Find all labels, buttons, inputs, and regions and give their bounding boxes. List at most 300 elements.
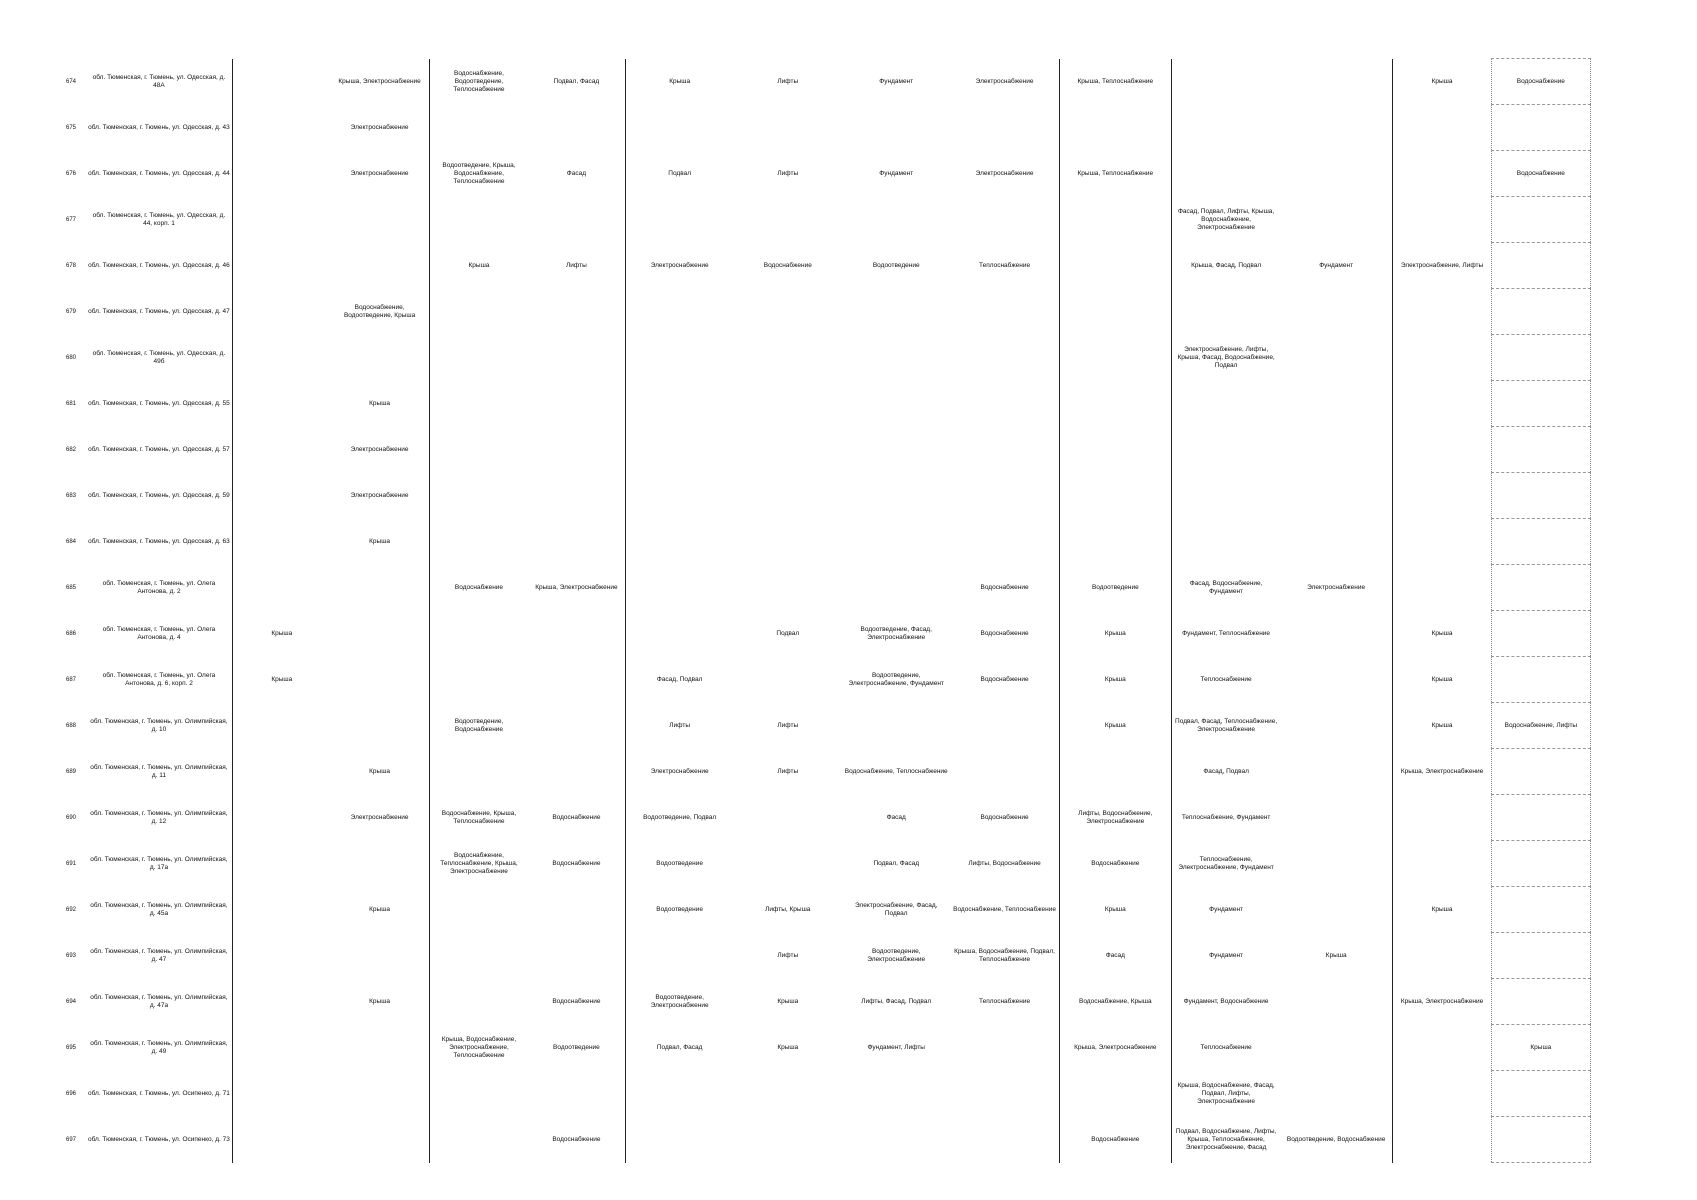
- spreadsheet-page: [58, 58, 1697, 1163]
- work-type-cell: [625, 1071, 734, 1117]
- work-type-cell: [951, 289, 1060, 335]
- work-type-cell: [1393, 105, 1492, 151]
- work-type-cell: [233, 933, 331, 979]
- work-type-cell: [1393, 795, 1492, 841]
- work-type-cell: Теплоснабжение, Фундамент: [1181, 813, 1271, 821]
- work-type-cell: [429, 519, 528, 565]
- work-type-cell: Подвал, Фасад: [656, 1043, 703, 1051]
- work-type-cell: [429, 1071, 528, 1117]
- work-type-cell: Водоотведение, Подвал: [643, 813, 717, 821]
- table-row: [58, 795, 1697, 841]
- table-row: [58, 151, 1697, 197]
- address-cell: обл. Тюменская, г. Тюмень, ул. Одесская, д. 48А: [86, 59, 233, 105]
- work-type-cell: [734, 1071, 842, 1117]
- work-type-cell: [842, 381, 951, 427]
- work-type-cell: Электроснабжение, Фасад, Подвал: [854, 901, 938, 917]
- work-type-cell: Фундамент: [1280, 243, 1392, 289]
- work-type-cell: [1059, 335, 1171, 381]
- work-type-cell: Крыша: [777, 1043, 799, 1051]
- work-type-cell: Крыша: [1059, 703, 1171, 749]
- work-type-cell: Водоснабжение, Крыша: [1059, 979, 1171, 1025]
- work-type-cell: Теплоснабжение: [1200, 1043, 1252, 1051]
- last-column-cell: [1492, 657, 1591, 703]
- work-type-cell: [330, 243, 429, 289]
- work-type-cell: Крыша: [271, 629, 293, 637]
- work-type-cell: [951, 519, 1060, 565]
- last-column-cell: [1492, 243, 1591, 289]
- work-type-cell: [842, 427, 951, 473]
- row-number: 678: [66, 262, 77, 269]
- work-type-cell: [1393, 335, 1492, 381]
- work-type-cell: Водоснабжение: [951, 657, 1060, 703]
- work-type-cell: Подвал, Водоснабжение, Лифты, Крыша, Теплоснабжение, Электроснабжение, Фасад: [1175, 1127, 1277, 1151]
- work-type-cell: [1280, 749, 1392, 795]
- work-type-cell: [330, 197, 429, 243]
- work-type-cell: Фундамент: [1209, 951, 1244, 959]
- work-type-cell: Электроснабжение: [330, 105, 429, 151]
- work-type-cell: [625, 197, 734, 243]
- work-type-cell: Крыша: [330, 979, 429, 1025]
- work-type-cell: Крыша: [1431, 721, 1453, 729]
- work-type-cell: [233, 473, 331, 519]
- last-column-cell: Водоснабжение, Лифты: [1492, 703, 1591, 749]
- address-cell: обл. Тюменская, г. Тюмень, ул. Олега Антонова, д. 2: [86, 565, 233, 611]
- work-type-cell: [233, 887, 331, 933]
- work-type-cell: [1393, 1071, 1492, 1117]
- work-type-cell: [951, 1117, 1060, 1163]
- table-row: [58, 197, 1697, 243]
- row-number: 693: [66, 952, 77, 959]
- work-type-cell: Крыша: [1059, 657, 1171, 703]
- work-type-cell: [734, 1117, 842, 1163]
- work-type-cell: [734, 105, 842, 151]
- row-number: 688: [66, 722, 77, 729]
- work-type-cell: Крыша: [1431, 675, 1453, 683]
- work-type-cell: Водоснабжение: [763, 261, 812, 269]
- address-cell: обл. Тюменская, г. Тюмень, ул. Олимпийская, д. 45а: [86, 887, 233, 933]
- work-type-cell: [951, 381, 1060, 427]
- work-type-cell: [951, 703, 1060, 749]
- work-type-cell: [842, 289, 951, 335]
- work-type-cell: Фасад: [528, 151, 625, 197]
- work-type-cell: Водоснабжение: [528, 979, 625, 1025]
- work-type-cell: [528, 473, 625, 519]
- work-type-cell: [734, 473, 842, 519]
- address-cell: обл. Тюменская, г. Тюмень, ул. Одесская, д. 44: [86, 151, 233, 197]
- work-type-cell: Электроснабжение: [951, 151, 1060, 197]
- work-type-cell: [1280, 519, 1392, 565]
- work-type-cell: [625, 105, 734, 151]
- work-type-cell: [1280, 611, 1392, 657]
- work-type-cell: Водоотведение: [1059, 565, 1171, 611]
- work-type-cell: [528, 703, 625, 749]
- work-type-cell: [429, 887, 528, 933]
- work-type-cell: [233, 151, 331, 197]
- work-type-cell: [951, 1025, 1060, 1071]
- work-type-cell: [951, 1071, 1060, 1117]
- row-number: 677: [66, 216, 77, 223]
- work-type-cell: [429, 473, 528, 519]
- last-column-cell: [1492, 335, 1591, 381]
- last-column-cell: Водоснабжение: [1492, 59, 1591, 105]
- table-row: [58, 381, 1697, 427]
- work-type-cell: [842, 473, 951, 519]
- work-type-cell: Лифты: [669, 721, 691, 729]
- work-type-cell: [842, 335, 951, 381]
- work-type-cell: [429, 105, 528, 151]
- work-type-cell: Водоотведение, Электроснабжение: [867, 947, 926, 963]
- work-type-cell: [1172, 59, 1281, 105]
- work-type-cell: [233, 335, 331, 381]
- work-type-cell: [233, 1071, 331, 1117]
- work-type-cell: Водоотведение, Водоснабжение: [1280, 1117, 1392, 1163]
- work-type-cell: [625, 289, 734, 335]
- work-type-cell: [625, 335, 734, 381]
- last-column-cell: Крыша: [1492, 1025, 1591, 1071]
- work-type-cell: Теплоснабжение: [951, 243, 1060, 289]
- work-type-cell: [842, 105, 951, 151]
- work-type-cell: [330, 335, 429, 381]
- work-type-cell: Водоснабжение, Крыша, Теплоснабжение: [441, 809, 517, 825]
- work-type-cell: Крыша: [1059, 611, 1171, 657]
- work-type-cell: [734, 335, 842, 381]
- work-type-cell: Подвал: [668, 169, 691, 177]
- work-type-cell: Водоотведение: [656, 859, 704, 867]
- work-type-cell: [734, 289, 842, 335]
- work-type-cell: Водоснабжение, Водоотведение, Крыша: [330, 289, 429, 335]
- work-type-cell: [1172, 519, 1281, 565]
- address-cell: обл. Тюменская, г. Тюмень, ул. Осипенко, д. 73: [86, 1117, 233, 1163]
- work-type-cell: Электроснабжение: [650, 261, 709, 269]
- row-number: 685: [66, 584, 77, 591]
- work-type-cell: Подвал: [776, 629, 800, 637]
- last-column-cell: [1492, 887, 1591, 933]
- work-type-cell: Водоснабжение: [528, 1117, 625, 1163]
- row-number: 674: [66, 78, 77, 85]
- work-type-cell: [233, 197, 331, 243]
- last-column-cell: [1492, 473, 1591, 519]
- work-type-cell: Фундамент, Теплоснабжение: [1182, 629, 1271, 637]
- table-row: [58, 841, 1697, 887]
- work-type-cell: Крыша, Электроснабжение: [330, 59, 429, 105]
- last-column-cell: [1492, 611, 1591, 657]
- table-row: [58, 1025, 1697, 1071]
- work-type-cell: [330, 611, 429, 657]
- address-cell: обл. Тюменская, г. Тюмень, ул. Одесская, д. 44, корп. 1: [86, 197, 233, 243]
- work-type-cell: [233, 703, 331, 749]
- work-type-cell: [1280, 703, 1392, 749]
- work-type-cell: [1280, 381, 1392, 427]
- work-type-cell: [1393, 519, 1492, 565]
- work-type-cell: Крыша: [1059, 887, 1171, 933]
- address-cell: обл. Тюменская, г. Тюмень, ул. Одесская, д. 57: [86, 427, 233, 473]
- work-type-cell: [842, 565, 951, 611]
- repair-schedule-table: [58, 58, 1697, 1163]
- row-number: 694: [66, 998, 77, 1005]
- work-type-cell: [233, 519, 331, 565]
- work-type-cell: [1059, 381, 1171, 427]
- work-type-cell: [951, 473, 1060, 519]
- table-row: [58, 703, 1697, 749]
- work-type-cell: [1280, 335, 1392, 381]
- work-type-cell: [429, 289, 528, 335]
- work-type-cell: Водоотведение: [656, 905, 704, 913]
- work-type-cell: [842, 703, 951, 749]
- work-type-cell: Теплоснабжение: [951, 979, 1060, 1025]
- table-row: [58, 657, 1697, 703]
- work-type-cell: [951, 427, 1060, 473]
- row-number: 675: [66, 124, 77, 131]
- table-row: [58, 979, 1697, 1025]
- table-row: [58, 473, 1697, 519]
- table-row: [58, 427, 1697, 473]
- work-type-cell: [1172, 381, 1281, 427]
- address-cell: обл. Тюменская, г. Тюмень, ул. Олега Антонова, д. 6, корп. 2: [86, 657, 233, 703]
- row-number: 684: [66, 538, 77, 545]
- work-type-cell: [1280, 197, 1392, 243]
- work-type-cell: [1393, 1025, 1492, 1071]
- work-type-cell: Крыша: [1431, 629, 1453, 637]
- row-number: 697: [66, 1136, 77, 1143]
- work-type-cell: Фасад, Подвал, Лифты, Крыша, Водоснабжение, Электроснабжение: [1177, 207, 1275, 231]
- work-type-cell: [528, 749, 625, 795]
- work-type-cell: Электроснабжение: [1280, 565, 1392, 611]
- work-type-cell: [233, 841, 331, 887]
- row-number: 676: [66, 170, 77, 177]
- work-type-cell: Электроснабжение: [330, 795, 429, 841]
- last-column-cell: [1492, 933, 1591, 979]
- table-row: [58, 59, 1697, 105]
- last-column-cell: [1492, 519, 1591, 565]
- work-type-cell: [1280, 1025, 1392, 1071]
- work-type-cell: Крыша, Электроснабжение: [1059, 1025, 1171, 1071]
- work-type-cell: [1393, 381, 1492, 427]
- work-type-cell: Водоотведение, Электроснабжение: [650, 993, 709, 1009]
- work-type-cell: [1059, 749, 1171, 795]
- last-column-cell: [1492, 749, 1591, 795]
- table-row: [58, 1117, 1697, 1163]
- row-number: 679: [66, 308, 77, 315]
- last-column-cell: [1492, 1117, 1591, 1163]
- work-type-cell: Водоснабжение: [951, 795, 1060, 841]
- work-type-cell: Фасад: [1059, 933, 1171, 979]
- work-type-cell: [233, 749, 331, 795]
- last-column-cell: [1492, 105, 1591, 151]
- table-body: [58, 59, 1697, 1163]
- work-type-cell: [1393, 151, 1492, 197]
- work-type-cell: Фундамент, Водоснабжение: [1183, 997, 1269, 1005]
- address-cell: обл. Тюменская, г. Тюмень, ул. Олимпийская, д. 11: [86, 749, 233, 795]
- address-cell: обл. Тюменская, г. Тюмень, ул. Олимпийская, д. 47: [86, 933, 233, 979]
- work-type-cell: [734, 427, 842, 473]
- work-type-cell: Крыша, Теплоснабжение: [1059, 59, 1171, 105]
- work-type-cell: Крыша: [271, 675, 293, 683]
- work-type-cell: [734, 795, 842, 841]
- work-type-cell: [1393, 933, 1492, 979]
- work-type-cell: [1393, 427, 1492, 473]
- work-type-cell: [625, 381, 734, 427]
- work-type-cell: Крыша, Электроснабжение: [1400, 997, 1484, 1005]
- work-type-cell: [429, 427, 528, 473]
- work-type-cell: [330, 703, 429, 749]
- work-type-cell: [429, 933, 528, 979]
- work-type-cell: [528, 381, 625, 427]
- work-type-cell: Водоснабжение, Теплоснабжение: [844, 767, 948, 775]
- address-cell: обл. Тюменская, г. Тюмень, ул. Олимпийская, д. 49: [86, 1025, 233, 1071]
- work-type-cell: [1172, 427, 1281, 473]
- address-cell: обл. Тюменская, г. Тюмень, ул. Одесская, д. 43: [86, 105, 233, 151]
- work-type-cell: [330, 1025, 429, 1071]
- work-type-cell: [1393, 1117, 1492, 1163]
- work-type-cell: Крыша: [669, 77, 691, 85]
- work-type-cell: [330, 841, 429, 887]
- work-type-cell: [734, 841, 842, 887]
- work-type-cell: [330, 933, 429, 979]
- work-type-cell: [233, 289, 331, 335]
- work-type-cell: Подвал, Фасад: [873, 859, 919, 867]
- work-type-cell: [233, 105, 331, 151]
- work-type-cell: Лифты: [777, 169, 799, 177]
- work-type-cell: Водоотведение, Крыша, Водоснабжение, Теплоснабжение: [442, 161, 516, 185]
- work-type-cell: [1059, 289, 1171, 335]
- work-type-cell: Лифты: [777, 721, 799, 729]
- address-cell: обл. Тюменская, г. Тюмень, ул. Олимпийская, д. 47а: [86, 979, 233, 1025]
- table-row: [58, 933, 1697, 979]
- row-number: 691: [66, 860, 77, 867]
- table-row: [58, 243, 1697, 289]
- work-type-cell: [330, 565, 429, 611]
- work-type-cell: [528, 105, 625, 151]
- work-type-cell: [528, 335, 625, 381]
- work-type-cell: [528, 289, 625, 335]
- address-cell: обл. Тюменская, г. Тюмень, ул. Одесская, д. 49б: [86, 335, 233, 381]
- work-type-cell: Электроснабжение: [951, 59, 1060, 105]
- work-type-cell: [528, 519, 625, 565]
- work-type-cell: [528, 933, 625, 979]
- last-column-cell: [1492, 381, 1591, 427]
- table-row: [58, 749, 1697, 795]
- work-type-cell: Теплоснабжение, Электроснабжение, Фундамент: [1178, 855, 1274, 871]
- work-type-cell: [1280, 427, 1392, 473]
- work-type-cell: [429, 611, 528, 657]
- address-cell: обл. Тюменская, г. Тюмень, ул. Олимпийская, д. 10: [86, 703, 233, 749]
- table-row: [58, 519, 1697, 565]
- work-type-cell: [625, 427, 734, 473]
- last-column-cell: [1492, 289, 1591, 335]
- work-type-cell: Электроснабжение: [330, 427, 429, 473]
- work-type-cell: [429, 749, 528, 795]
- work-type-cell: Лифты, Водоснабжение: [951, 841, 1060, 887]
- work-type-cell: [1172, 289, 1281, 335]
- work-type-cell: [1059, 243, 1171, 289]
- address-cell: обл. Тюменская, г. Тюмень, ул. Одесская, д. 47: [86, 289, 233, 335]
- work-type-cell: Крыша: [330, 887, 429, 933]
- row-number: 696: [66, 1090, 77, 1097]
- work-type-cell: [842, 1071, 951, 1117]
- work-type-cell: [951, 197, 1060, 243]
- work-type-cell: [233, 795, 331, 841]
- work-type-cell: Электроснабжение: [330, 473, 429, 519]
- work-type-cell: Лифты: [777, 767, 799, 775]
- address-cell: обл. Тюменская, г. Тюмень, ул. Одесская, д. 59: [86, 473, 233, 519]
- work-type-cell: Крыша, Фасад, Подвал: [1191, 261, 1262, 269]
- work-type-cell: [330, 657, 429, 703]
- work-type-cell: [1280, 979, 1392, 1025]
- table-row: [58, 887, 1697, 933]
- work-type-cell: Крыша, Водоснабжение, Фасад, Подвал, Лифты, Электроснабжение: [1177, 1081, 1275, 1105]
- work-type-cell: [1059, 105, 1171, 151]
- work-type-cell: [842, 519, 951, 565]
- last-column-cell: [1492, 197, 1591, 243]
- work-type-cell: [1172, 151, 1281, 197]
- table-row: [58, 105, 1697, 151]
- work-type-cell: [1393, 197, 1492, 243]
- work-type-cell: [1280, 1071, 1392, 1117]
- work-type-cell: Крыша, Теплоснабжение: [1059, 151, 1171, 197]
- work-type-cell: Водоснабжение, Водоотведение, Теплоснабжение: [453, 69, 505, 93]
- work-type-cell: Водоотведение, Водоснабжение: [454, 717, 504, 733]
- work-type-cell: Крыша: [1431, 77, 1453, 85]
- work-type-cell: Лифты, Водоснабжение, Электроснабжение: [1059, 795, 1171, 841]
- row-number: 690: [66, 814, 77, 821]
- work-type-cell: Водоснабжение: [951, 611, 1060, 657]
- work-type-cell: [1280, 795, 1392, 841]
- address-cell: обл. Тюменская, г. Тюмень, ул. Одесская, д. 63: [86, 519, 233, 565]
- work-type-cell: [842, 1117, 951, 1163]
- work-type-cell: [330, 1117, 429, 1163]
- table-row: [58, 289, 1697, 335]
- work-type-cell: [330, 1071, 429, 1117]
- work-type-cell: Крыша: [330, 749, 429, 795]
- address-cell: обл. Тюменская, г. Тюмень, ул. Олега Антонова, д. 4: [86, 611, 233, 657]
- work-type-cell: [625, 565, 734, 611]
- work-type-cell: [528, 887, 625, 933]
- row-number: 680: [66, 354, 77, 361]
- work-type-cell: [1280, 657, 1392, 703]
- table-row: [58, 565, 1697, 611]
- row-number: 689: [66, 768, 77, 775]
- table-row: [58, 1071, 1697, 1117]
- work-type-cell: Подвал, Фасад: [528, 59, 625, 105]
- work-type-cell: Фасад: [886, 813, 906, 821]
- row-number: 682: [66, 446, 77, 453]
- work-type-cell: [233, 427, 331, 473]
- work-type-cell: [625, 611, 734, 657]
- work-type-cell: [1280, 473, 1392, 519]
- table-row: [58, 335, 1697, 381]
- address-cell: обл. Тюменская, г. Тюмень, ул. Одесская, д. 55: [86, 381, 233, 427]
- work-type-cell: [528, 1071, 625, 1117]
- work-type-cell: [1280, 289, 1392, 335]
- work-type-cell: Электроснабжение: [650, 767, 709, 775]
- work-type-cell: [734, 519, 842, 565]
- work-type-cell: Водоотведение: [872, 261, 920, 269]
- work-type-cell: [528, 427, 625, 473]
- work-type-cell: Крыша: [1431, 905, 1453, 913]
- work-type-cell: [233, 59, 331, 105]
- table-row: [58, 611, 1697, 657]
- work-type-cell: Крыша: [468, 261, 490, 269]
- work-type-cell: Крыша, Водоснабжение, Электроснабжение, Теплоснабжение: [441, 1035, 517, 1059]
- last-column-cell: [1492, 979, 1591, 1025]
- last-column-cell: [1492, 1071, 1591, 1117]
- work-type-cell: [734, 197, 842, 243]
- work-type-cell: [1280, 151, 1392, 197]
- work-type-cell: [1172, 473, 1281, 519]
- work-type-cell: Лифты: [777, 951, 799, 959]
- work-type-cell: [625, 519, 734, 565]
- work-type-cell: [233, 381, 331, 427]
